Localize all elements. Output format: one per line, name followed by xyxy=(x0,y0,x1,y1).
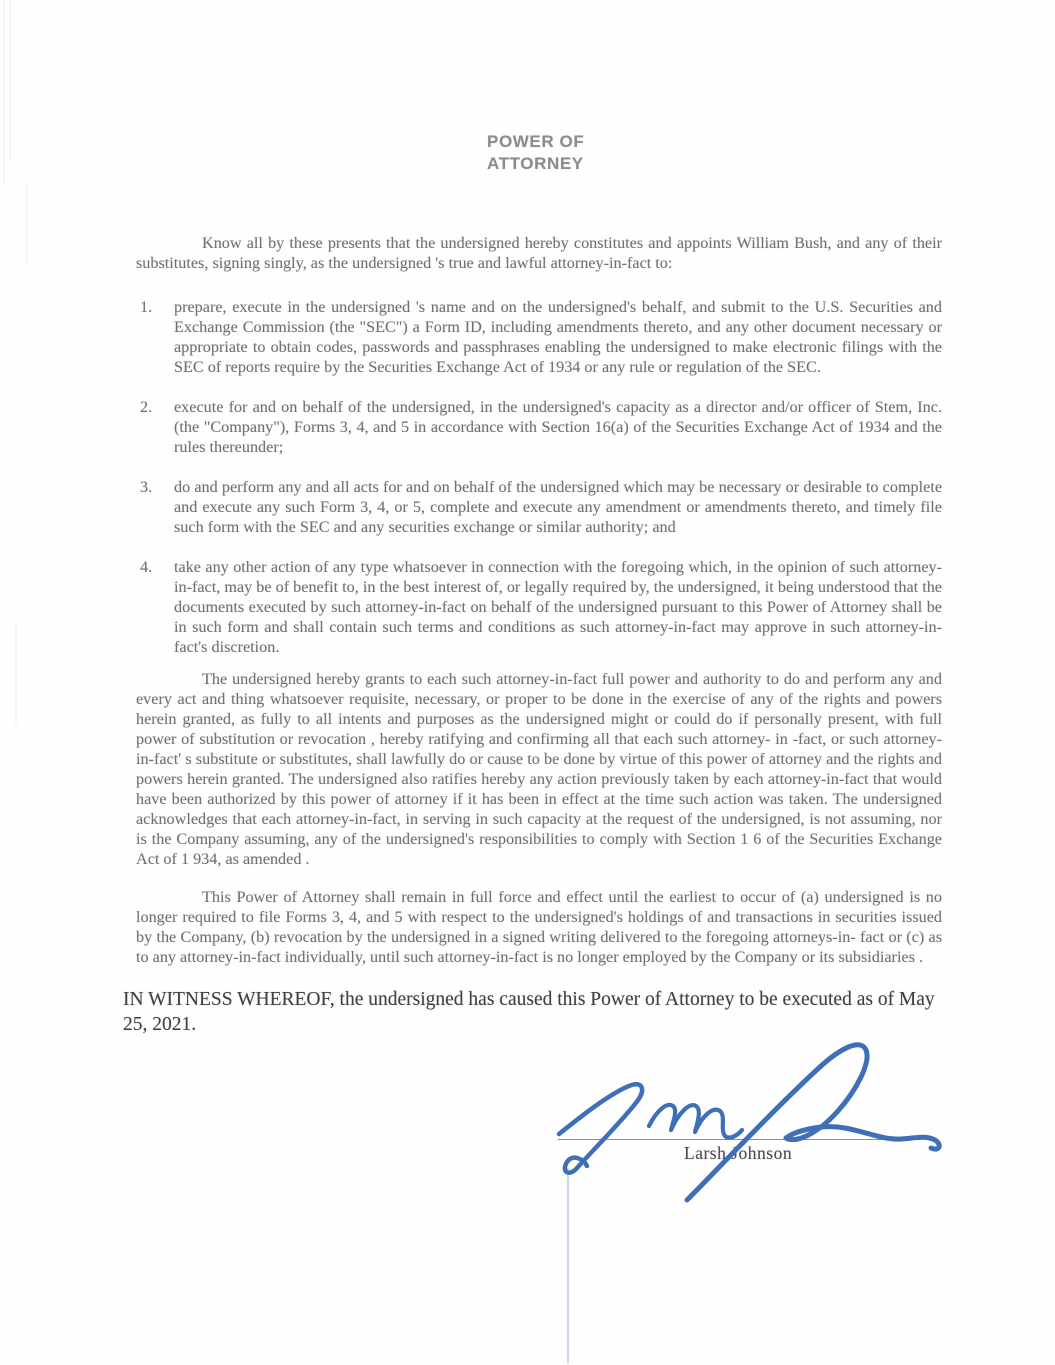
grant-paragraph: The undersigned hereby grants to each such attorney-in-fact full power and authority to do and perform any and every act and thing whatsoever requisite, necessary, or proper to be done in the exercise of any of the rights and powers herein granted, as fully to all intents and purposes as the undersigned might or could do if personally present, with full power of substitution or revocation , hereby ratifying and confirming all that each such attorney- in -fact, or such attorney-in-fact' s substitute or substitutes, shall lawfully do or cause to be done by virtue of this power of attorney and the rights and powers herein granted. The undersigned also ratifies hereby any action previously taken by each attorney-in-fact that would have been authorized by this power of attorney if it has been in effect at the time such action was taken. The undersigned acknowledges that each attorney-in-fact, in serving in such capacity at the request of the undersigned, is not assuming, nor is the Company assuming, any of the undersigned's responsibilities to comply with Section 1 6 of the Securities Exchange Act of 1 934, as amended . xyxy=(136,670,942,868)
signer-name: Larsh Johnson xyxy=(684,1143,793,1163)
signature-ink xyxy=(545,1038,955,1210)
scan-artifact xyxy=(3,0,5,185)
document-title-line1: POWER OF xyxy=(487,132,585,151)
item-text: prepare, execute in the undersigned 's name and on the undersigned's behalf, and submit to the U.S. Securities and Exchange Commission (the "SEC") a Form ID, including amendments thereto, and any other document necessary or appropriate to obtain codes, passwords and passphrases enabling the undersigned to make electronic filings with the SEC of reports require by the Securities Exchange Act of 1934 or any rule or regulation of the SEC. xyxy=(174,298,942,376)
item-number: 2. xyxy=(140,398,153,416)
item-text: take any other action of any type whatsoever in connection with the foregoing which, in the opinion of such attorney-in-fact, may be of benefit to, in the best interest of, or legally required by, the undersigned, it being understood that the documents executed by such attorney-in-fact on behalf of the undersigned pursuant to this Power of Attorney shall be in such form and shall contain such terms and conditions as such attorney-in-fact may approve in such attorney-in-fact's discretion. xyxy=(174,558,942,656)
signature-line xyxy=(558,1139,920,1140)
document-title-line2: ATTORNEY xyxy=(487,154,584,173)
list-item xyxy=(136,397,942,457)
signature-stroke-left xyxy=(559,1084,642,1172)
item-number: 1. xyxy=(140,298,153,316)
item-text: execute for and on behalf of the undersigned, in the undersigned's capacity as a director and/or officer of Stem, Inc. (the "Company"), Forms 3, 4, and 5 in accordance with Section 16(a) of the Securities Exchange Act of 1934 and the rules thereunder; xyxy=(174,398,942,456)
item-text: do and perform any and all acts for and on behalf of the undersigned which may be necessary or desirable to complete and execute any such Form 3, 4, or 5, complete and execute any amendment or amendments thereto, and timely file such form with the SEC and any securities exchange or similar authority; and xyxy=(174,478,942,536)
document-body xyxy=(123,233,942,1056)
scan-artifact xyxy=(9,0,11,160)
pen-drag-artifact xyxy=(567,1168,569,1364)
powers-list xyxy=(136,297,942,657)
intro-paragraph: Know all by these presents that the undersigned hereby constitutes and appoints William Bush, and any of their substitutes, signing singly, as the undersigned 's true and lawful attorney-in-fact to: xyxy=(136,234,942,272)
duration-paragraph: This Power of Attorney shall remain in full force and effect until the earliest to occur of (a) undersigned is no longer required to file Forms 3, 4, and 5 with respect to the undersigned's holdings of and transactions in securities issued by the Company, (b) revocation by the undersigned in a signed writing delivered to the foregoing attorneys-in- fact or (c) as to any attorney-in-fact individually, until such attorney-in-fact is no longer employed by the Company or its subsidiaries . xyxy=(136,888,942,966)
signature-stroke-right xyxy=(687,1045,939,1200)
document-title xyxy=(487,131,584,175)
list-item xyxy=(136,557,942,657)
item-number: 4. xyxy=(140,558,153,576)
scan-artifact xyxy=(15,620,17,725)
scan-artifact xyxy=(26,185,28,265)
signature-stroke-middle xyxy=(649,1105,742,1138)
list-item xyxy=(136,297,942,377)
list-item xyxy=(136,477,942,537)
item-number: 3. xyxy=(140,478,153,496)
witness-clause: IN WITNESS WHEREOF, the undersigned has caused this Power of Attorney to be executed as of May 25, 2021. xyxy=(123,988,935,1035)
